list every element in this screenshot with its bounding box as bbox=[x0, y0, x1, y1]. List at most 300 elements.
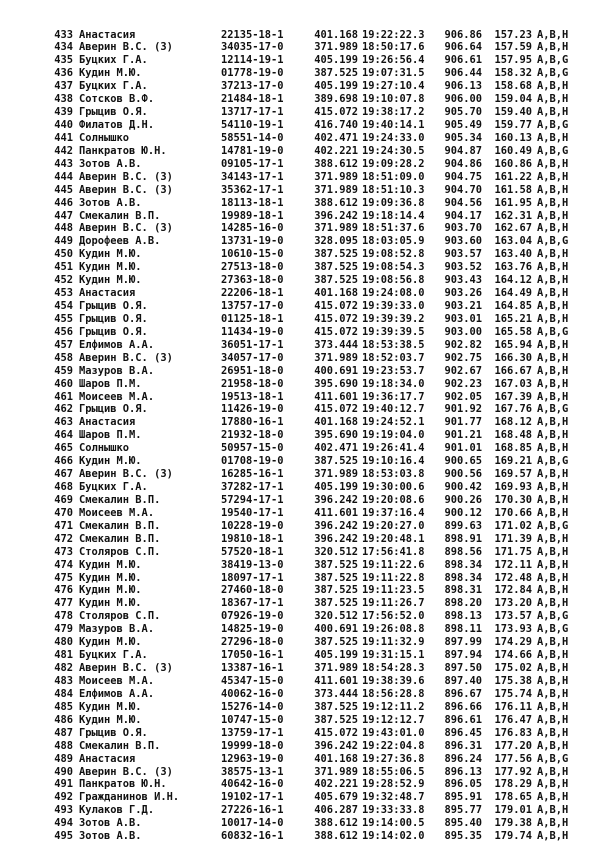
speed: 899.63 bbox=[444, 519, 482, 532]
groups: A,B,G bbox=[537, 235, 569, 248]
groups: A,B,H bbox=[537, 442, 569, 455]
distance: 405.199 bbox=[314, 481, 358, 494]
arrival-time: 19:11:26.7 bbox=[362, 597, 425, 610]
groups: A,B,G bbox=[537, 67, 569, 80]
ring-code: 18097-17-1 bbox=[221, 571, 284, 584]
coefficient: 166.30 bbox=[494, 351, 532, 364]
speed: 906.13 bbox=[444, 80, 482, 93]
arrival-time: 19:12:11.2 bbox=[362, 700, 425, 713]
participant-name: Мазуров В.А. bbox=[79, 364, 155, 377]
coefficient: 159.77 bbox=[494, 119, 532, 131]
coefficient: 176.83 bbox=[494, 726, 532, 739]
speed: 900.42 bbox=[444, 481, 482, 494]
groups: A,B,H bbox=[537, 675, 569, 687]
ring-code: 11426-19-0 bbox=[221, 403, 284, 416]
coefficient: 177.92 bbox=[494, 765, 532, 778]
row-number: 483 bbox=[54, 675, 73, 687]
coefficient: 161.22 bbox=[494, 170, 532, 183]
distance: 396.242 bbox=[314, 519, 358, 532]
coefficient: 167.39 bbox=[494, 390, 532, 403]
speed: 906.64 bbox=[444, 41, 482, 54]
ring-code: 34035-17-0 bbox=[221, 41, 284, 54]
distance: 387.525 bbox=[314, 455, 358, 468]
ring-code: 27296-18-0 bbox=[221, 636, 284, 649]
arrival-time: 19:43:01.0 bbox=[362, 726, 425, 739]
distance: 411.601 bbox=[314, 675, 358, 687]
row-number: 461 bbox=[54, 390, 73, 403]
coefficient: 161.58 bbox=[494, 183, 532, 196]
speed: 906.00 bbox=[444, 93, 482, 106]
speed: 900.56 bbox=[444, 468, 482, 481]
participant-name: Кудин М.Ю. bbox=[79, 700, 142, 713]
distance: 371.989 bbox=[314, 183, 358, 196]
groups: A,B,H bbox=[537, 584, 569, 597]
distance: 387.525 bbox=[314, 261, 358, 274]
participant-name: Аверин В.С. (З) bbox=[79, 468, 173, 481]
groups: A,B,G bbox=[537, 119, 569, 131]
participant-name: Елфимов А.А. bbox=[79, 338, 155, 351]
distance: 396.242 bbox=[314, 493, 358, 506]
groups: A,B,H bbox=[537, 739, 569, 752]
row-number: 433 bbox=[54, 28, 73, 41]
row-number: 482 bbox=[54, 662, 73, 675]
distance: 371.989 bbox=[314, 468, 358, 481]
arrival-time: 18:53:03.8 bbox=[362, 468, 425, 481]
participant-name: Столяров С.П. bbox=[79, 545, 161, 558]
row-number: 479 bbox=[54, 623, 73, 636]
groups: A,B,H bbox=[537, 312, 569, 325]
coefficient: 164.12 bbox=[494, 274, 532, 287]
distance: 371.989 bbox=[314, 41, 358, 54]
participant-name: Столяров С.П. bbox=[79, 610, 161, 623]
row-number: 486 bbox=[54, 713, 73, 726]
coefficient: 160.49 bbox=[494, 144, 532, 157]
speed: 904.86 bbox=[444, 157, 482, 170]
participant-name: Кудин М.Ю. bbox=[79, 597, 142, 610]
distance: 320.512 bbox=[314, 610, 358, 623]
ring-code: 10610-15-0 bbox=[221, 248, 284, 261]
speed: 904.87 bbox=[444, 144, 482, 157]
ring-code: 60832-16-1 bbox=[221, 830, 284, 843]
groups: A,B,H bbox=[537, 597, 569, 610]
arrival-time: 19:32:48.7 bbox=[362, 791, 425, 804]
coefficient: 175.38 bbox=[494, 675, 532, 687]
distance: 387.525 bbox=[314, 700, 358, 713]
ring-code: 15276-14-0 bbox=[221, 700, 284, 713]
arrival-time: 18:51:37.6 bbox=[362, 222, 425, 235]
ring-code: 21958-18-0 bbox=[221, 377, 284, 390]
coefficient: 176.11 bbox=[494, 700, 532, 713]
groups: A,B,G bbox=[537, 325, 569, 338]
ring-code: 45347-15-0 bbox=[221, 675, 284, 687]
participant-name: Мазуров В.А. bbox=[79, 623, 155, 636]
speed: 896.45 bbox=[444, 726, 482, 739]
speed: 902.82 bbox=[444, 338, 482, 351]
speed: 896.05 bbox=[444, 778, 482, 791]
arrival-time: 19:24:08.0 bbox=[362, 287, 425, 300]
coefficient: 158.32 bbox=[494, 67, 532, 80]
row-number: 444 bbox=[54, 170, 73, 183]
coefficient: 168.12 bbox=[494, 416, 532, 429]
groups: A,B,H bbox=[537, 28, 569, 41]
speed: 898.31 bbox=[444, 584, 482, 597]
row-number: 468 bbox=[54, 481, 73, 494]
row-number: 487 bbox=[54, 726, 73, 739]
speed: 904.75 bbox=[444, 170, 482, 183]
participant-name: Смекалин В.П. bbox=[79, 493, 161, 506]
ring-code: 57520-18-1 bbox=[221, 545, 284, 558]
arrival-time: 19:18:14.4 bbox=[362, 209, 425, 222]
coefficient: 166.67 bbox=[494, 364, 532, 377]
speed: 896.24 bbox=[444, 752, 482, 765]
row-number: 462 bbox=[54, 403, 73, 416]
speed: 905.34 bbox=[444, 131, 482, 144]
coefficient: 160.86 bbox=[494, 157, 532, 170]
participant-name: Грыцив О.Я. bbox=[79, 726, 148, 739]
arrival-time: 19:37:16.4 bbox=[362, 506, 425, 519]
arrival-time: 19:09:28.2 bbox=[362, 157, 425, 170]
ring-code: 01708-19-0 bbox=[221, 455, 284, 468]
distance: 387.525 bbox=[314, 67, 358, 80]
coefficient: 171.02 bbox=[494, 519, 532, 532]
arrival-time: 19:26:41.4 bbox=[362, 442, 425, 455]
groups: A,B,H bbox=[537, 170, 569, 183]
row-number: 440 bbox=[54, 119, 73, 131]
speed: 903.00 bbox=[444, 325, 482, 338]
arrival-time: 19:10:16.4 bbox=[362, 455, 425, 468]
groups: A,B,G bbox=[537, 455, 569, 468]
ring-code: 19102-17-1 bbox=[221, 791, 284, 804]
ring-code: 07926-19-0 bbox=[221, 610, 284, 623]
speed: 896.13 bbox=[444, 765, 482, 778]
row-number: 452 bbox=[54, 274, 73, 287]
coefficient: 170.66 bbox=[494, 506, 532, 519]
arrival-time: 19:36:17.7 bbox=[362, 390, 425, 403]
groups: A,B,H bbox=[537, 481, 569, 494]
arrival-time: 19:11:23.5 bbox=[362, 584, 425, 597]
participant-name: Панкратов Ю.Н. bbox=[79, 778, 167, 791]
arrival-time: 18:51:10.3 bbox=[362, 183, 425, 196]
participant-name: Моисеев М.А. bbox=[79, 506, 155, 519]
participant-name: Аверин В.С. (З) bbox=[79, 351, 173, 364]
ring-code: 54110-19-1 bbox=[221, 119, 284, 131]
participant-name: Буцких Г.А. bbox=[79, 54, 148, 67]
speed: 897.99 bbox=[444, 636, 482, 649]
coefficient: 159.40 bbox=[494, 106, 532, 119]
ring-code: 19810-18-1 bbox=[221, 532, 284, 545]
distance: 373.444 bbox=[314, 338, 358, 351]
distance: 396.242 bbox=[314, 209, 358, 222]
groups: A,B,H bbox=[537, 183, 569, 196]
row-number: 469 bbox=[54, 493, 73, 506]
arrival-time: 19:20:27.0 bbox=[362, 519, 425, 532]
arrival-time: 19:40:12.7 bbox=[362, 403, 425, 416]
coefficient: 178.29 bbox=[494, 778, 532, 791]
participant-name: Буцких Г.А. bbox=[79, 80, 148, 93]
distance: 415.072 bbox=[314, 403, 358, 416]
coefficient: 169.93 bbox=[494, 481, 532, 494]
coefficient: 169.57 bbox=[494, 468, 532, 481]
groups: A,B,G bbox=[537, 403, 569, 416]
coefficient: 175.02 bbox=[494, 662, 532, 675]
distance: 411.601 bbox=[314, 390, 358, 403]
speed: 906.86 bbox=[444, 28, 482, 41]
distance: 388.612 bbox=[314, 196, 358, 209]
coefficient: 165.21 bbox=[494, 312, 532, 325]
ring-code: 14285-16-0 bbox=[221, 222, 284, 235]
ring-code: 10747-15-0 bbox=[221, 713, 284, 726]
arrival-time: 19:10:07.8 bbox=[362, 93, 425, 106]
distance: 371.989 bbox=[314, 662, 358, 675]
speed: 896.31 bbox=[444, 739, 482, 752]
coefficient: 172.11 bbox=[494, 558, 532, 571]
coefficient: 178.65 bbox=[494, 791, 532, 804]
participant-name: Панкратов Ю.Н. bbox=[79, 144, 167, 157]
coefficient: 172.84 bbox=[494, 584, 532, 597]
participant-name: Зотов А.В. bbox=[79, 830, 142, 843]
arrival-time: 19:23:53.7 bbox=[362, 364, 425, 377]
participant-name: Елфимов А.А. bbox=[79, 687, 155, 700]
coefficient: 157.95 bbox=[494, 54, 532, 67]
row-number: 460 bbox=[54, 377, 73, 390]
arrival-time: 19:08:52.8 bbox=[362, 248, 425, 261]
arrival-time: 19:24:30.5 bbox=[362, 144, 425, 157]
distance: 402.221 bbox=[314, 778, 358, 791]
groups: A,B,H bbox=[537, 106, 569, 119]
ring-code: 11434-19-0 bbox=[221, 325, 284, 338]
participant-name: Аверин В.С. (З) bbox=[79, 765, 173, 778]
arrival-time: 17:56:52.0 bbox=[362, 610, 425, 623]
speed: 902.23 bbox=[444, 377, 482, 390]
groups: A,B,G bbox=[537, 752, 569, 765]
distance: 371.989 bbox=[314, 765, 358, 778]
coefficient: 173.20 bbox=[494, 597, 532, 610]
speed: 898.56 bbox=[444, 545, 482, 558]
groups: A,B,H bbox=[537, 791, 569, 804]
coefficient: 174.66 bbox=[494, 649, 532, 662]
participant-name: Грыцив О.Я. bbox=[79, 312, 148, 325]
ring-code: 22206-18-1 bbox=[221, 287, 284, 300]
speed: 898.20 bbox=[444, 597, 482, 610]
ring-code: 34057-17-0 bbox=[221, 351, 284, 364]
distance: 387.525 bbox=[314, 248, 358, 261]
row-number: 443 bbox=[54, 157, 73, 170]
distance: 402.471 bbox=[314, 442, 358, 455]
speed: 901.92 bbox=[444, 403, 482, 416]
speed: 904.56 bbox=[444, 196, 482, 209]
participant-name: Филатов Д.Н. bbox=[79, 119, 155, 131]
ring-code: 01778-19-0 bbox=[221, 67, 284, 80]
groups: A,B,H bbox=[537, 493, 569, 506]
groups: A,B,G bbox=[537, 144, 569, 157]
row-number: 456 bbox=[54, 325, 73, 338]
distance: 400.691 bbox=[314, 364, 358, 377]
ring-code: 36051-17-1 bbox=[221, 338, 284, 351]
ring-code: 27513-18-0 bbox=[221, 261, 284, 274]
distance: 371.989 bbox=[314, 170, 358, 183]
participant-name: Шаров П.М. bbox=[79, 429, 142, 442]
row-number: 494 bbox=[54, 817, 73, 830]
groups: A,B,H bbox=[537, 338, 569, 351]
groups: A,B,H bbox=[537, 248, 569, 261]
coefficient: 165.58 bbox=[494, 325, 532, 338]
groups: A,B,H bbox=[537, 261, 569, 274]
row-number: 438 bbox=[54, 93, 73, 106]
coefficient: 163.40 bbox=[494, 248, 532, 261]
participant-name: Зотов А.В. bbox=[79, 817, 142, 830]
distance: 401.168 bbox=[314, 28, 358, 41]
arrival-time: 17:56:41.8 bbox=[362, 545, 425, 558]
groups: A,B,H bbox=[537, 364, 569, 377]
arrival-time: 18:56:28.8 bbox=[362, 687, 425, 700]
speed: 897.94 bbox=[444, 649, 482, 662]
ring-code: 12963-19-0 bbox=[221, 752, 284, 765]
distance: 401.168 bbox=[314, 416, 358, 429]
speed: 898.13 bbox=[444, 610, 482, 623]
row-number: 447 bbox=[54, 209, 73, 222]
row-number: 459 bbox=[54, 364, 73, 377]
participant-name: Аверин В.С. (З) bbox=[79, 170, 173, 183]
distance: 416.740 bbox=[314, 119, 358, 131]
distance: 320.512 bbox=[314, 545, 358, 558]
row-number: 476 bbox=[54, 584, 73, 597]
participant-name: Грыцив О.Я. bbox=[79, 106, 148, 119]
arrival-time: 19:40:14.1 bbox=[362, 119, 425, 131]
ring-code: 34143-17-1 bbox=[221, 170, 284, 183]
speed: 895.91 bbox=[444, 791, 482, 804]
distance: 396.242 bbox=[314, 532, 358, 545]
distance: 415.072 bbox=[314, 312, 358, 325]
distance: 406.287 bbox=[314, 804, 358, 817]
row-number: 477 bbox=[54, 597, 73, 610]
coefficient: 167.03 bbox=[494, 377, 532, 390]
ring-code: 38419-13-0 bbox=[221, 558, 284, 571]
ring-code: 27460-18-0 bbox=[221, 584, 284, 597]
row-number: 455 bbox=[54, 312, 73, 325]
arrival-time: 19:22:22.3 bbox=[362, 28, 425, 41]
participant-name: Аверин В.С. (З) bbox=[79, 222, 173, 235]
distance: 405.199 bbox=[314, 54, 358, 67]
distance: 415.072 bbox=[314, 300, 358, 313]
participant-name: Гражданинов И.Н. bbox=[79, 791, 180, 804]
distance: 387.525 bbox=[314, 713, 358, 726]
ring-code: 09105-17-1 bbox=[221, 157, 284, 170]
coefficient: 157.59 bbox=[494, 41, 532, 54]
ring-code: 17050-16-1 bbox=[221, 649, 284, 662]
speed: 901.21 bbox=[444, 429, 482, 442]
participant-name: Зотов А.В. bbox=[79, 157, 142, 170]
groups: A,B,H bbox=[537, 558, 569, 571]
speed: 896.67 bbox=[444, 687, 482, 700]
row-number: 480 bbox=[54, 636, 73, 649]
speed: 903.70 bbox=[444, 222, 482, 235]
coefficient: 160.13 bbox=[494, 131, 532, 144]
groups: A,B,H bbox=[537, 157, 569, 170]
arrival-time: 19:30:00.6 bbox=[362, 481, 425, 494]
arrival-time: 18:52:03.7 bbox=[362, 351, 425, 364]
speed: 901.77 bbox=[444, 416, 482, 429]
ring-code: 21484-18-1 bbox=[221, 93, 284, 106]
ring-code: 35362-17-1 bbox=[221, 183, 284, 196]
coefficient: 170.30 bbox=[494, 493, 532, 506]
ring-code: 12114-19-1 bbox=[221, 54, 284, 67]
participant-name: Дорофеев А.В. bbox=[79, 235, 161, 248]
arrival-time: 19:26:56.4 bbox=[362, 54, 425, 67]
speed: 898.11 bbox=[444, 623, 482, 636]
coefficient: 159.04 bbox=[494, 93, 532, 106]
distance: 405.679 bbox=[314, 791, 358, 804]
speed: 903.60 bbox=[444, 235, 482, 248]
ring-code: 22135-18-1 bbox=[221, 28, 284, 41]
ring-code: 37213-17-0 bbox=[221, 80, 284, 93]
ring-code: 40642-16-0 bbox=[221, 778, 284, 791]
row-number: 445 bbox=[54, 183, 73, 196]
participant-name: Солнышко bbox=[79, 442, 130, 455]
arrival-time: 19:39:33.0 bbox=[362, 300, 425, 313]
arrival-time: 19:39:39.2 bbox=[362, 312, 425, 325]
distance: 388.612 bbox=[314, 817, 358, 830]
participant-name: Кудин М.Ю. bbox=[79, 67, 142, 80]
row-number: 484 bbox=[54, 687, 73, 700]
row-number: 488 bbox=[54, 739, 73, 752]
ring-code: 27226-16-1 bbox=[221, 804, 284, 817]
participant-name: Кудин М.Ю. bbox=[79, 455, 142, 468]
arrival-time: 19:39:39.5 bbox=[362, 325, 425, 338]
ring-code: 58551-14-0 bbox=[221, 131, 284, 144]
distance: 401.168 bbox=[314, 287, 358, 300]
speed: 903.21 bbox=[444, 300, 482, 313]
row-number: 441 bbox=[54, 131, 73, 144]
coefficient: 168.85 bbox=[494, 442, 532, 455]
arrival-time: 19:12:12.7 bbox=[362, 713, 425, 726]
coefficient: 173.93 bbox=[494, 623, 532, 636]
coefficient: 164.85 bbox=[494, 300, 532, 313]
participant-name: Кудин М.Ю. bbox=[79, 261, 142, 274]
distance: 389.698 bbox=[314, 93, 358, 106]
speed: 901.01 bbox=[444, 442, 482, 455]
arrival-time: 18:51:09.0 bbox=[362, 170, 425, 183]
distance: 400.691 bbox=[314, 623, 358, 636]
groups: A,B,H bbox=[537, 274, 569, 287]
arrival-time: 19:22:04.8 bbox=[362, 739, 425, 752]
participant-name: Анастасия bbox=[79, 416, 136, 429]
participant-name: Шаров П.М. bbox=[79, 377, 142, 390]
groups: A,B,H bbox=[537, 532, 569, 545]
arrival-time: 19:08:54.3 bbox=[362, 261, 425, 274]
speed: 906.44 bbox=[444, 67, 482, 80]
coefficient: 172.48 bbox=[494, 571, 532, 584]
row-number: 475 bbox=[54, 571, 73, 584]
groups: A,B,H bbox=[537, 80, 569, 93]
distance: 415.072 bbox=[314, 106, 358, 119]
row-number: 474 bbox=[54, 558, 73, 571]
row-number: 457 bbox=[54, 338, 73, 351]
distance: 411.601 bbox=[314, 506, 358, 519]
row-number: 442 bbox=[54, 144, 73, 157]
arrival-time: 18:03:05.9 bbox=[362, 235, 425, 248]
ring-code: 19999-18-0 bbox=[221, 739, 284, 752]
groups: A,B,H bbox=[537, 649, 569, 662]
speed: 898.34 bbox=[444, 558, 482, 571]
coefficient: 163.76 bbox=[494, 261, 532, 274]
arrival-time: 19:19:04.0 bbox=[362, 429, 425, 442]
distance: 395.690 bbox=[314, 429, 358, 442]
speed: 903.52 bbox=[444, 261, 482, 274]
row-number: 493 bbox=[54, 804, 73, 817]
row-number: 467 bbox=[54, 468, 73, 481]
distance: 415.072 bbox=[314, 726, 358, 739]
groups: A,B,H bbox=[537, 804, 569, 817]
